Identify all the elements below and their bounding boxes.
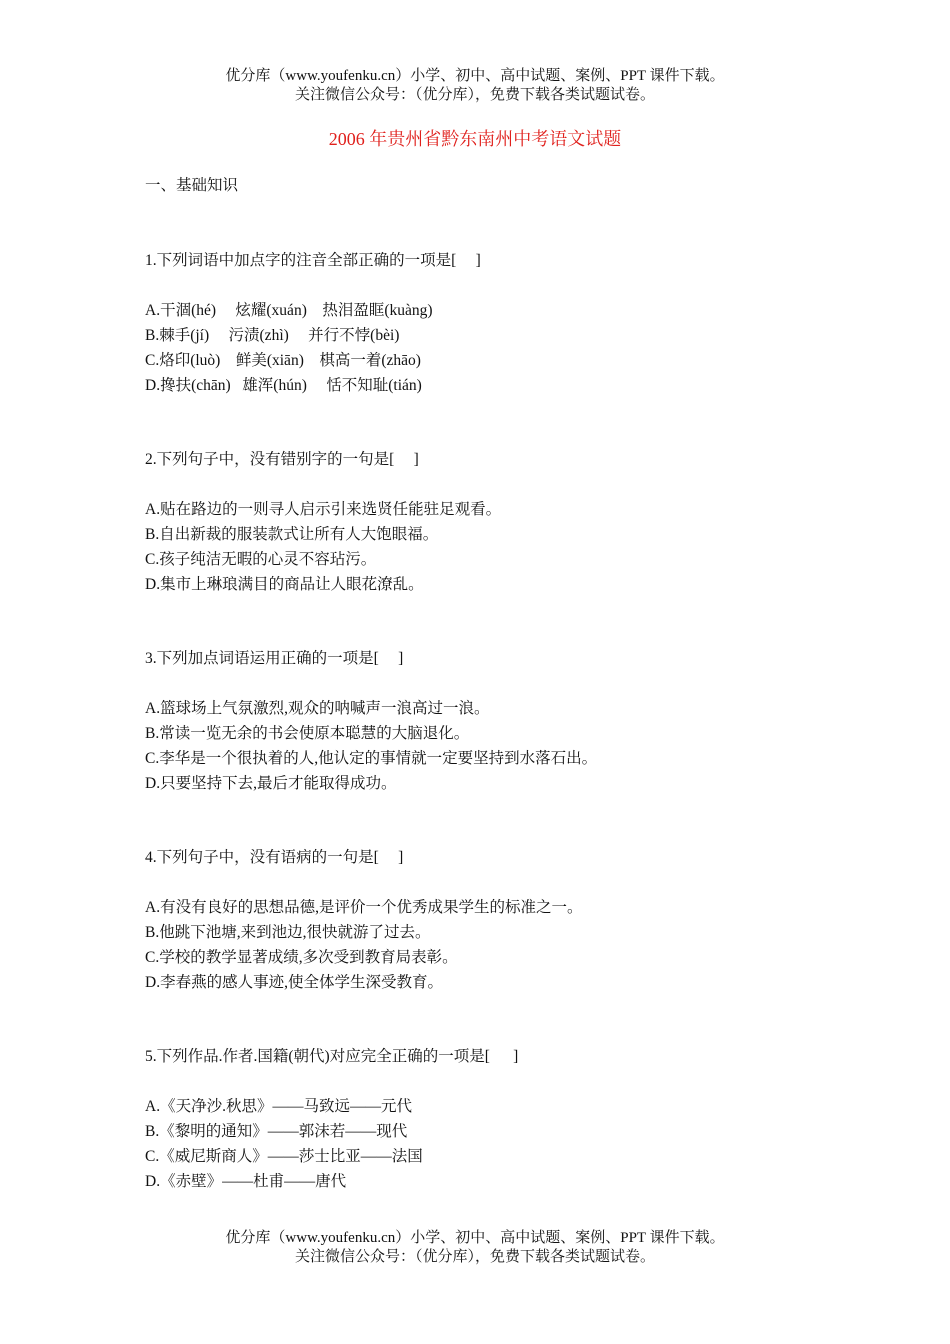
question-5-stem: 5.下列作品.作者.国籍(朝代)对应完全正确的一项是[ ] <box>145 1048 519 1065</box>
footer-line-1: 优分库（www.youfenku.cn）小学、初中、高中试题、案例、PPT 课件下载。 <box>225 1230 725 1246</box>
question-3-stem: 3.下列加点词语运用正确的一项是[ ] <box>145 650 404 667</box>
question-2-option-d: D.集市上琳琅满目的商品让人眼花潦乱。 <box>145 576 424 593</box>
question-1-option-a: A.干涸(hé) 炫耀(xuán) 热泪盈眶(kuàng) <box>145 302 433 319</box>
question-3-option-b: B.常读一览无余的书会使原本聪慧的大脑退化。 <box>145 725 470 742</box>
question-5-option-d: D.《赤壁》——杜甫——唐代 <box>145 1173 347 1190</box>
question-5-option-a: A.《天净沙.秋思》——马致远——元代 <box>145 1098 412 1115</box>
header-line-1: 优分库（www.youfenku.cn）小学、初中、高中试题、案例、PPT 课件下载。 <box>225 68 725 84</box>
question-1-stem: 1.下列词语中加点字的注音全部正确的一项是[ ] <box>145 252 481 269</box>
question-5-option-b: B.《黎明的通知》——郭沫若——现代 <box>145 1123 408 1140</box>
header-line-2: 关注微信公众号：（优分库），免费下载各类试题试卷。 <box>294 87 655 103</box>
question-4-option-c: C.学校的教学显著成绩,多次受到教育局表彰。 <box>145 949 458 966</box>
footer-line-2: 关注微信公众号：（优分库），免费下载各类试题试卷。 <box>294 1249 655 1265</box>
question-2-option-a: A.贴在路边的一则寻人启示引来选贤任能驻足观看。 <box>145 501 502 518</box>
question-2-option-b: B.自出新裁的服装款式让所有人大饱眼福。 <box>145 526 439 543</box>
question-1-option-b: B.棘手(jí) 污渍(zhì) 并行不悖(bèi) <box>145 327 400 344</box>
question-3-option-c: C.李华是一个很执着的人,他认定的事情就一定要坚持到水落石出。 <box>145 750 598 767</box>
question-4-stem: 4.下列句子中，没有语病的一句是[ ] <box>145 849 404 866</box>
page-title: 2006 年贵州省黔东南州中考语文试题 <box>328 129 622 149</box>
question-1-option-c: C.烙印(luò) 鲜美(xiān) 棋高一着(zhāo) <box>145 352 421 369</box>
question-2-option-c: C.孩子纯洁无暇的心灵不容玷污。 <box>145 551 377 568</box>
question-2-stem: 2.下列句子中，没有错别字的一句是[ ] <box>145 451 419 468</box>
question-4-option-a: A.有没有良好的思想品德,是评价一个优秀成果学生的标准之一。 <box>145 899 583 916</box>
question-5-option-c: C.《威尼斯商人》——莎士比亚——法国 <box>145 1148 423 1165</box>
question-4-option-b: B.他跳下池塘,来到池边,很快就游了过去。 <box>145 924 431 941</box>
section-heading: 一、基础知识 <box>145 177 239 194</box>
question-3-option-a: A.篮球场上气氛激烈,观众的呐喊声一浪高过一浪。 <box>145 700 490 717</box>
question-1-option-d: D.搀扶(chān) 雄浑(hún) 恬不知耻(tián) <box>145 377 422 394</box>
question-3-option-d: D.只要坚持下去,最后才能取得成功。 <box>145 775 397 792</box>
question-4-option-d: D.李春燕的感人事迹,使全体学生深受教育。 <box>145 974 443 991</box>
